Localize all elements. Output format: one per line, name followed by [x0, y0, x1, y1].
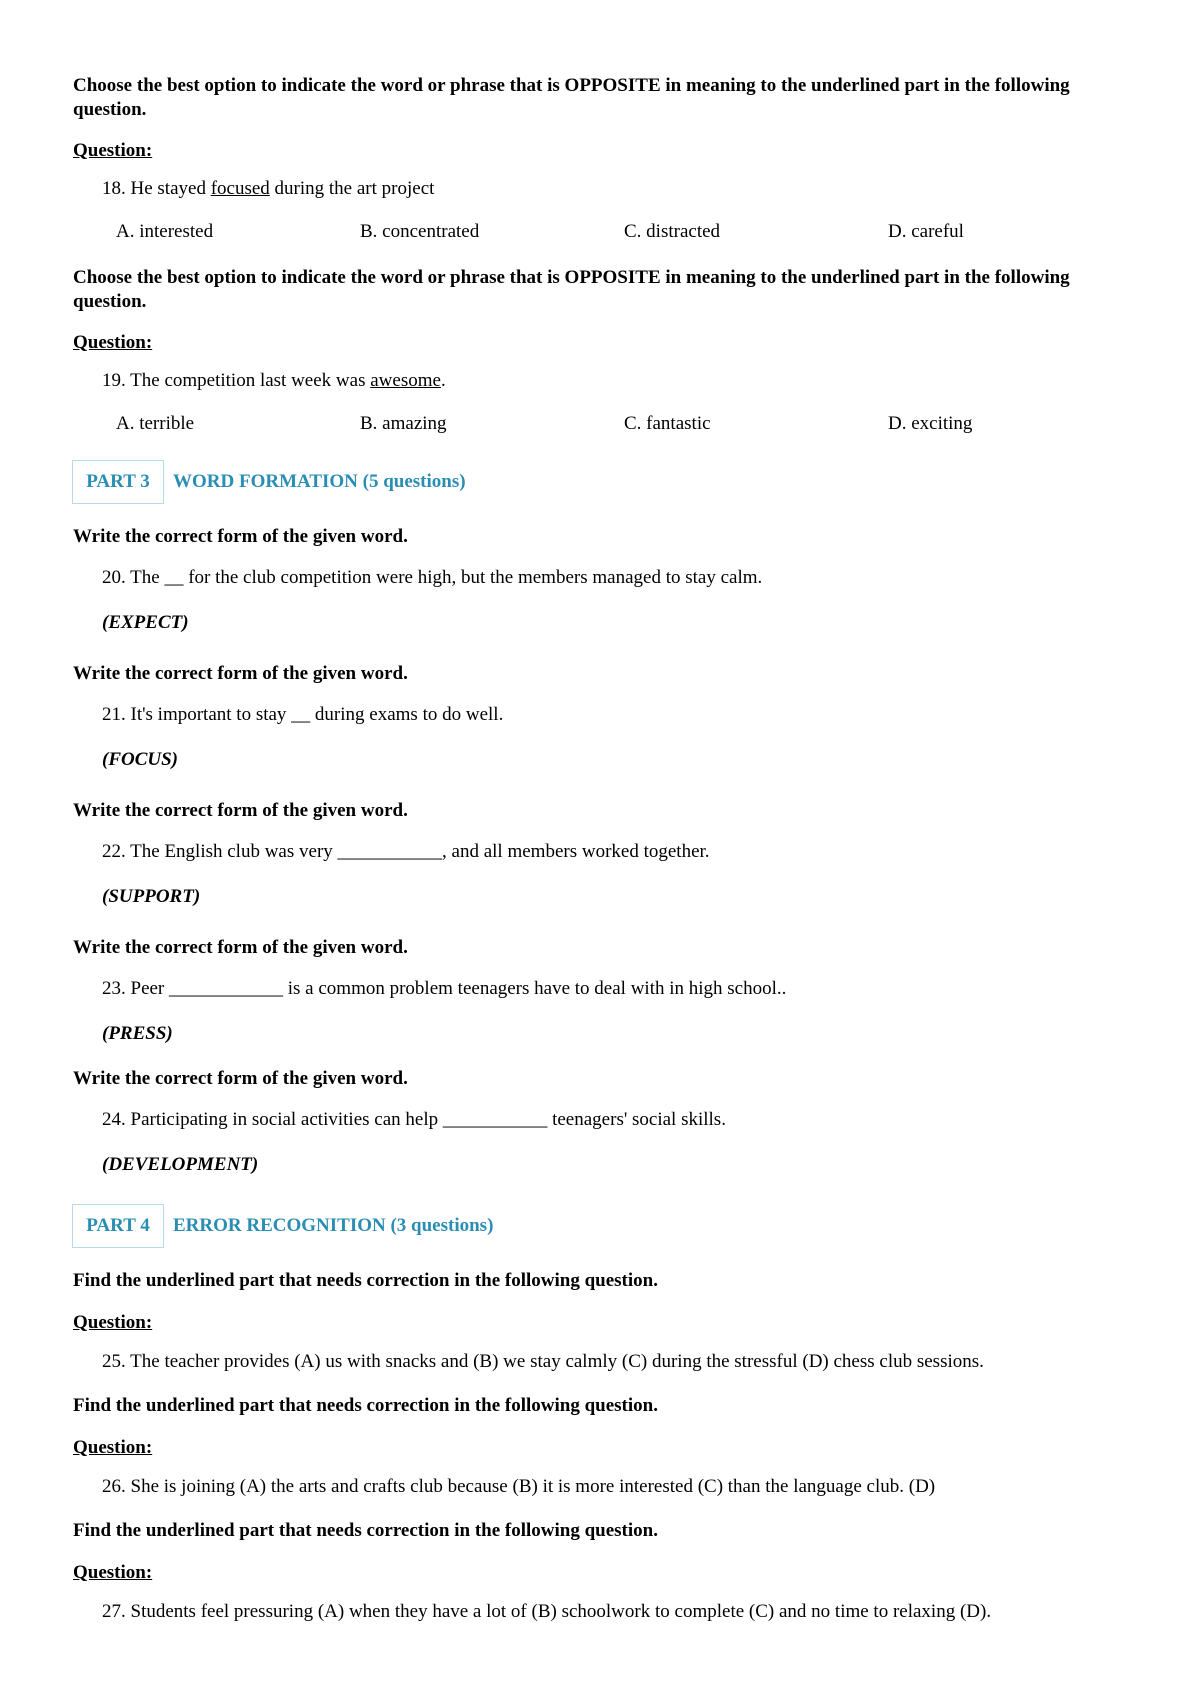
hint-q21: (FOCUS) — [102, 749, 179, 770]
hint-q20: (EXPECT) — [102, 612, 189, 633]
instruction-q27: Find the underlined part that needs correction in the following question. — [73, 1520, 658, 1541]
question-label-q25: Question: — [73, 1312, 153, 1333]
hint-q22: (SUPPORT) — [102, 886, 201, 907]
q18-underlined: focused — [210, 178, 270, 199]
q18-option-c[interactable]: C. distracted — [624, 221, 721, 242]
q19-pre: 19. The competition last week was — [102, 370, 371, 391]
question-22: 22. The English club was very ___________, and all members worked together. — [102, 841, 710, 862]
question-19 — [102, 370, 446, 392]
q18-post: during the art project — [269, 178, 435, 199]
part3-tag: PART 3 — [72, 460, 164, 504]
question-label-q19: Question: — [73, 332, 153, 353]
q18-pre: 18. He stayed — [102, 178, 211, 199]
q19-option-c[interactable]: C. fantastic — [624, 413, 711, 434]
hint-q24: (DEVELOPMENT) — [102, 1154, 259, 1175]
question-21: 21. It's important to stay __ during exams to do well. — [102, 704, 504, 725]
q19-option-d[interactable]: D. exciting — [888, 413, 973, 434]
instruction-q18: Choose the best option to indicate the word or phrase that is OPPOSITE in meaning to the underlined part in the following question. — [73, 75, 1070, 120]
part4-title: ERROR RECOGNITION (3 questions) — [173, 1215, 494, 1236]
q19-post: . — [440, 370, 446, 391]
instruction-q19: Choose the best option to indicate the word or phrase that is OPPOSITE in meaning to the underlined part in the following question. — [73, 267, 1070, 312]
instruction-q23: Write the correct form of the given word. — [73, 937, 408, 958]
question-25: 25. The teacher provides (A) us with snacks and (B) we stay calmly (C) during the stressful (D) chess club sessions. — [102, 1351, 984, 1372]
question-27: 27. Students feel pressuring (A) when they have a lot of (B) schoolwork to complete (C) and no time to relaxing (D). — [102, 1601, 992, 1622]
q18-option-d[interactable]: D. careful — [888, 221, 964, 242]
question-26: 26. She is joining (A) the arts and crafts club because (B) it is more interested (C) than the language club. (D) — [102, 1476, 936, 1497]
instruction-q26: Find the underlined part that needs correction in the following question. — [73, 1395, 658, 1416]
instruction-q20: Write the correct form of the given word. — [73, 526, 408, 547]
instruction-q22: Write the correct form of the given word. — [73, 800, 408, 821]
question-label-q27: Question: — [73, 1562, 153, 1583]
part4-tag: PART 4 — [72, 1204, 164, 1248]
q19-underlined: awesome — [370, 370, 441, 391]
part3-title: WORD FORMATION (5 questions) — [173, 471, 466, 492]
question-23: 23. Peer ____________ is a common problem teenagers have to deal with in high school.. — [102, 978, 787, 999]
instruction-q21: Write the correct form of the given word. — [73, 663, 408, 684]
q19-option-b[interactable]: B. amazing — [360, 413, 447, 434]
hint-q23: (PRESS) — [102, 1023, 173, 1044]
question-label-q26: Question: — [73, 1437, 153, 1458]
question-20: 20. The __ for the club competition were high, but the members managed to stay calm. — [102, 567, 763, 588]
question-24: 24. Participating in social activities can help ___________ teenagers' social skills. — [102, 1109, 726, 1130]
question-label-q18: Question: — [73, 140, 153, 161]
instruction-q25: Find the underlined part that needs correction in the following question. — [73, 1270, 658, 1291]
q18-option-b[interactable]: B. concentrated — [360, 221, 480, 242]
q18-option-a[interactable]: A. interested — [116, 221, 214, 242]
question-18 — [102, 178, 434, 200]
q19-option-a[interactable]: A. terrible — [116, 413, 195, 434]
instruction-q24: Write the correct form of the given word. — [73, 1068, 408, 1089]
